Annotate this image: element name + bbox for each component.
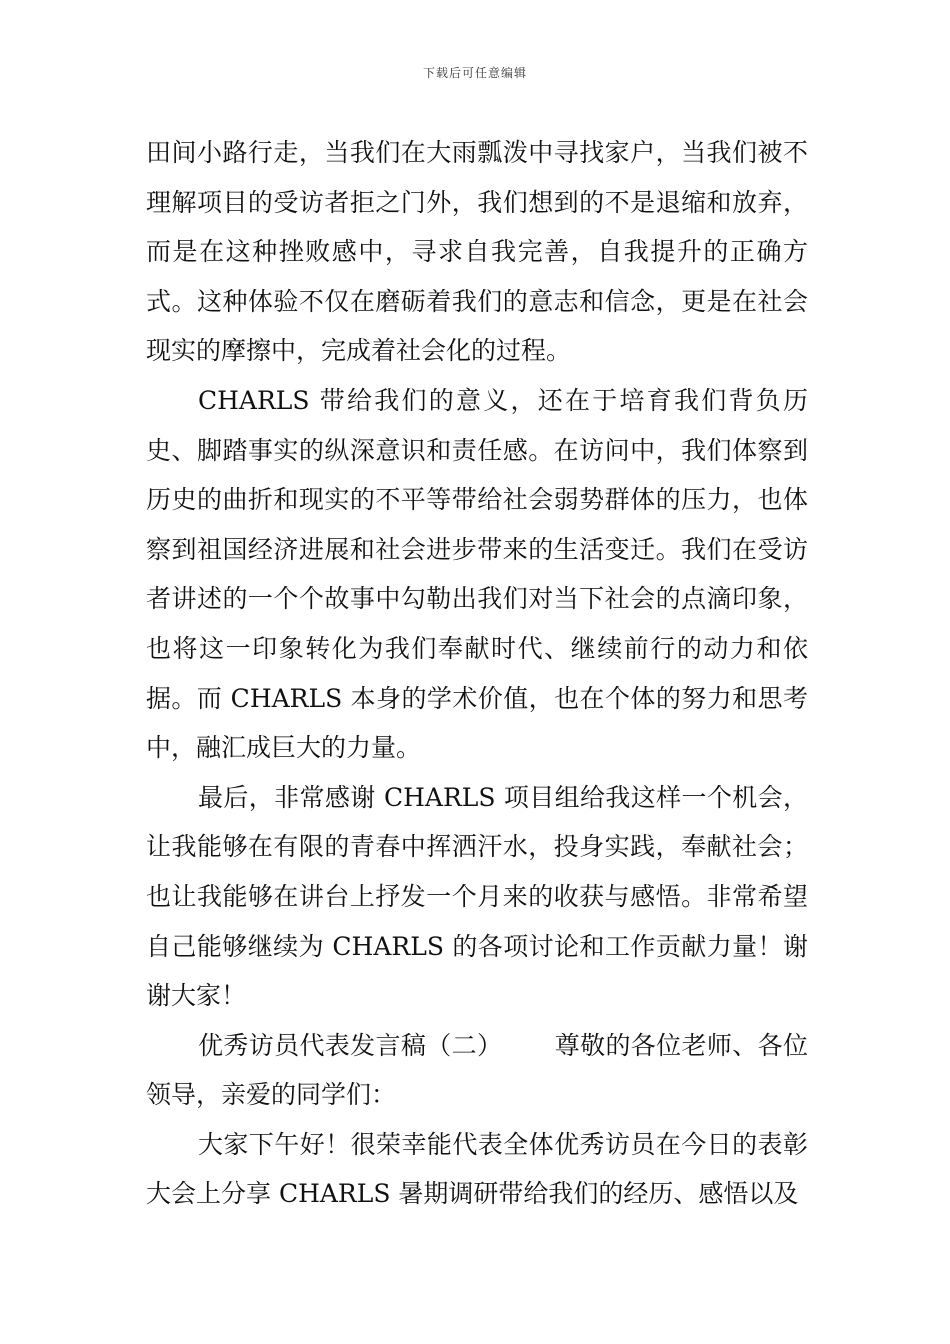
paragraph-2: CHARLS 带给我们的意义，还在于培育我们背负历史、脚踏事实的纵深意识和责任感。在访问中，我们体察到历史的曲折和现实的不平等带给社会弱势群体的压力，也体察到祖国经济进展和社会进步带来的生活变迁。我们在受访者讲述的一个个故事中勾勒出我们对当下社会的点滴印象，也将这一印象转化为我们奉献时代、继续前行的动力和依据。而 CHARLS 本身的学术价值，也在个体的努力和思考中，融汇成巨大的力量。 xyxy=(146,385,808,763)
paragraph-3: 最后，非常感谢 CHARLS 项目组给我这样一个机会，让我能够在有限的青春中挥洒汗水，投身实践，奉献社会；也让我能够在讲台上抒发一个月来的收获与感悟。非常希望自己能够继续为 CHARLS 的各项讨论和工作贡献力量！谢谢大家！ xyxy=(146,782,808,1011)
speech-greeting: 尊敬的各位老师、各位领导，亲爱的同学们： xyxy=(146,1030,808,1110)
speech-title: 优秀访员代表发言稿（二） xyxy=(198,1030,503,1060)
page-header: 下载后可任意编辑 xyxy=(422,66,527,80)
paragraph-opening: 大家下午好！很荣幸能代表全体优秀访员在今日的表彰大会上分享 CHARLS 暑期调研带给我们的经历、感悟以及 xyxy=(146,1129,808,1209)
speech-title-paragraph xyxy=(146,1021,808,1120)
paragraph-1: 田间小路行走，当我们在大雨瓢泼中寻找家户，当我们被不理解项目的受访者拒之门外，我们想到的不是退缩和放弃，而是在这种挫败感中，寻求自我完善，自我提升的正确方式。这种体验不仅在磨砺着我们的意志和信念，更是在社会现实的摩擦中，完成着社会化的过程。 xyxy=(146,138,808,366)
document-body xyxy=(146,128,808,1219)
